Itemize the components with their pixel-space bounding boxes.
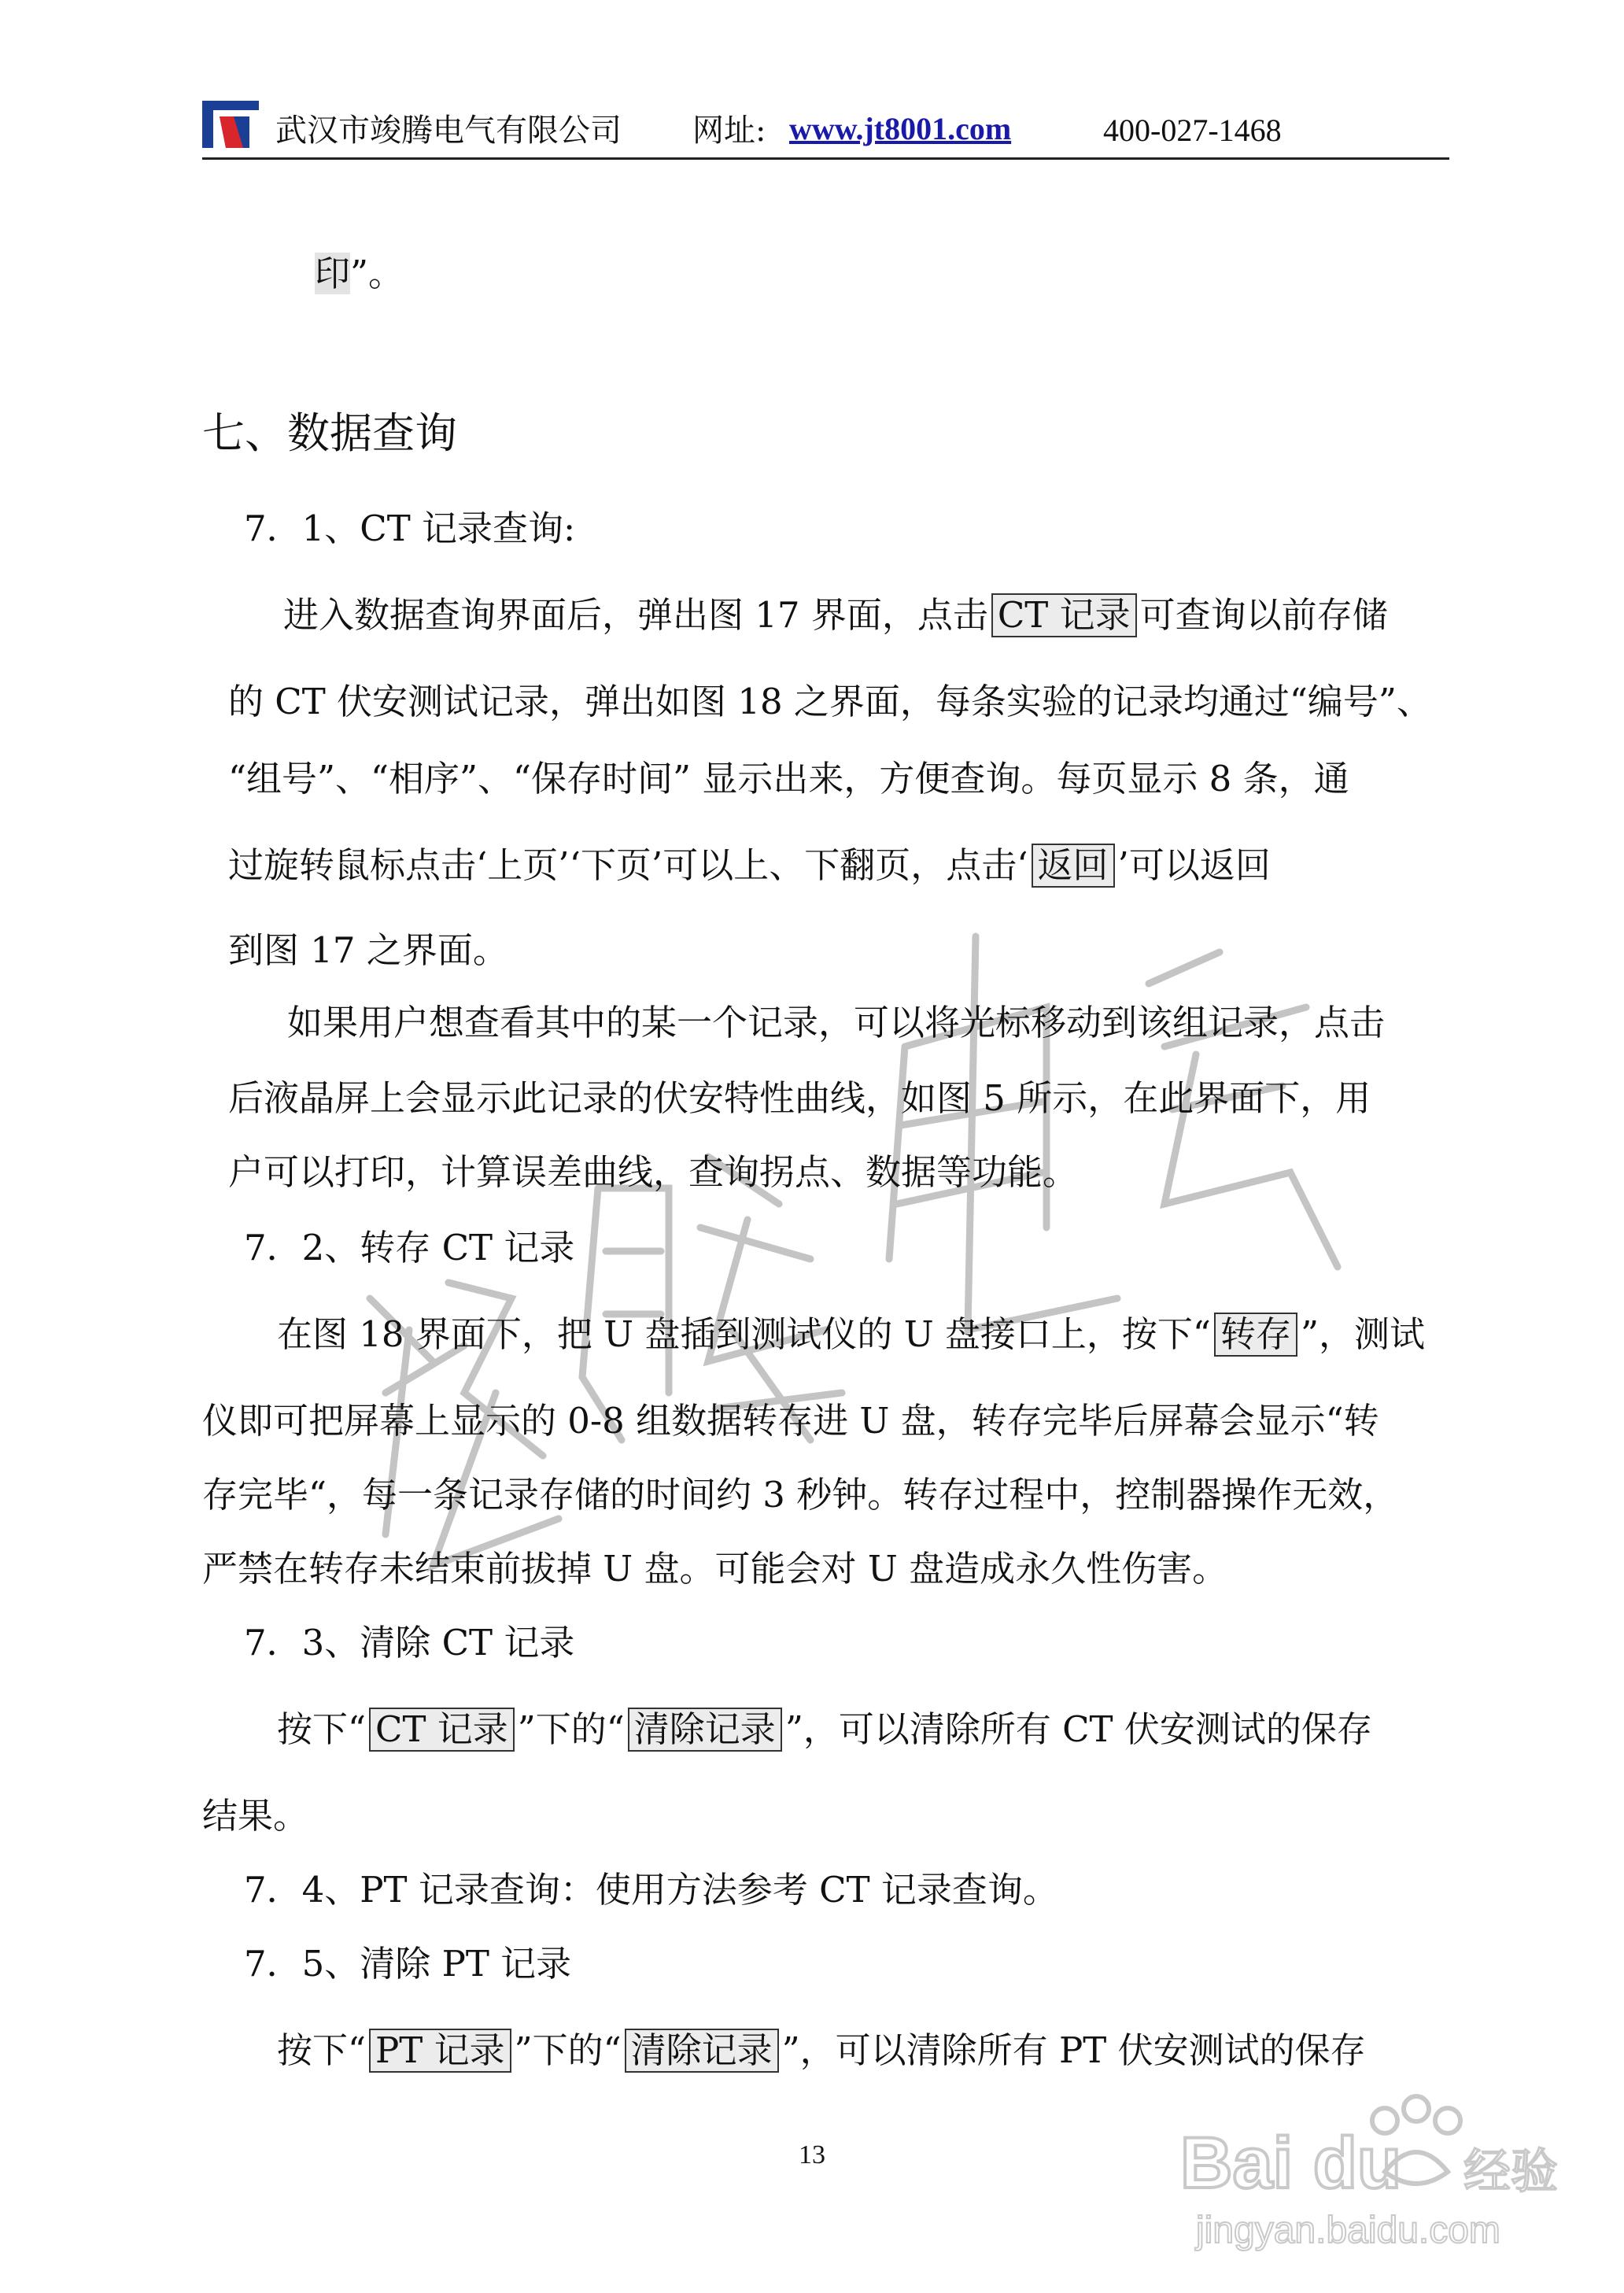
transfer-button: 转存 (1214, 1313, 1297, 1357)
svg-text:经验: 经验 (1463, 2144, 1558, 2199)
text-run: 在图 18 界面下，把 U 盘插到测试仪的 U 盘接口上，按下“ (277, 1313, 1211, 1355)
ct-record-button: CT 记录 (369, 1708, 515, 1752)
section-title: 七、数据查询 (202, 408, 457, 458)
text-run: 可查询以前存储 (1139, 594, 1388, 636)
subsection-7-3-title: 7．3、清除 CT 记录 (244, 1622, 575, 1663)
paragraph-line (277, 1311, 1425, 1358)
text-run: ”下的“ (514, 2029, 622, 2071)
company-logo-icon (202, 101, 259, 148)
paragraph-line: 到图 17 之界面。 (228, 929, 508, 971)
text-run: 进入数据查询界面后，弹出图 17 界面，点击 (283, 594, 988, 636)
continued-tail: ”。 (350, 253, 404, 294)
subsection-7-2-title: 7．2、转存 CT 记录 (244, 1227, 575, 1268)
paragraph-line: 严禁在转存未结束前拔掉 U 盘。可能会对 U 盘造成永久性伤害。 (202, 1548, 1228, 1590)
return-button: 返回 (1032, 844, 1115, 888)
text-run: 按下“ (277, 2029, 367, 2071)
paragraph-line: “组号”、“相序”、“保存时间” 显示出来，方便查询。每页显示 8 条，通 (228, 758, 1349, 799)
clear-records-button: 清除记录 (628, 1708, 782, 1752)
continued-word: 印 (315, 253, 351, 294)
svg-text:Bai du: Bai du (1180, 2123, 1402, 2203)
paragraph-line: 后液晶屏上会显示此记录的伏安特性曲线，如图 5 所示，在此界面下，用 (228, 1077, 1371, 1119)
paragraph-line: 如果用户想查看其中的某一个记录，可以将光标移动到该组记录，点击 (287, 1002, 1386, 1043)
text-run: ’可以返回 (1117, 844, 1271, 886)
paragraph-line: 的 CT 伏安测试记录，弹出如图 18 之界面，每条实验的记录均通过“编号”、 (228, 681, 1432, 722)
phone-number: 400-027-1468 (1103, 113, 1282, 148)
paragraph-line: 仪即可把屏幕上显示的 0-8 组数据转存进 U 盘，转存完毕后屏幕会显示“转 (202, 1400, 1379, 1442)
paragraph-line (277, 2027, 1366, 2074)
website-label: 网址: (692, 113, 766, 149)
paragraph-line (277, 1706, 1372, 1753)
paragraph-line: 户可以打印，计算误差曲线，查询拐点、数据等功能。 (228, 1151, 1079, 1193)
subsection-7-1-title: 7．1、CT 记录查询: (244, 508, 576, 549)
company-name: 武汉市竣腾电气有限公司 (275, 113, 622, 149)
pt-record-button: PT 记录 (369, 2029, 511, 2073)
website-link[interactable]: www.jt8001.com (789, 111, 1012, 146)
text-run: ”下的“ (517, 1708, 625, 1750)
text-run: ”，可以清除所有 PT 伏安测试的保存 (781, 2029, 1366, 2071)
paragraph-line (283, 592, 1388, 639)
header-divider (202, 157, 1449, 160)
paragraph-line: 存完毕“，每一条记录存储的时间约 3 秒钟。转存过程中，控制器操作无效， (202, 1474, 1399, 1516)
text-run: 按下“ (277, 1708, 367, 1750)
paragraph-line: 结果。 (202, 1795, 309, 1837)
baidu-jingyan-logo-icon (1149, 2077, 1558, 2258)
text-run: 过旋转鼠标点击‘上页’‘下页’可以上、下翻页，点击‘ (228, 844, 1028, 886)
continued-line (315, 250, 404, 297)
paragraph-line (228, 842, 1271, 889)
ct-record-button: CT 记录 (991, 593, 1137, 637)
text-run: ”，可以清除所有 CT 伏安测试的保存 (784, 1708, 1372, 1750)
subsection-7-4-title: 7．4、PT 记录查询：使用方法参考 CT 记录查询。 (244, 1869, 1058, 1911)
svg-text:jingyan.baidu.com: jingyan.baidu.com (1196, 2210, 1500, 2251)
page-number: 13 (799, 2140, 825, 2169)
text-run: ”，测试 (1300, 1313, 1425, 1355)
subsection-7-5-title: 7．5、清除 PT 记录 (244, 1943, 572, 1985)
clear-records-button: 清除记录 (625, 2029, 779, 2073)
